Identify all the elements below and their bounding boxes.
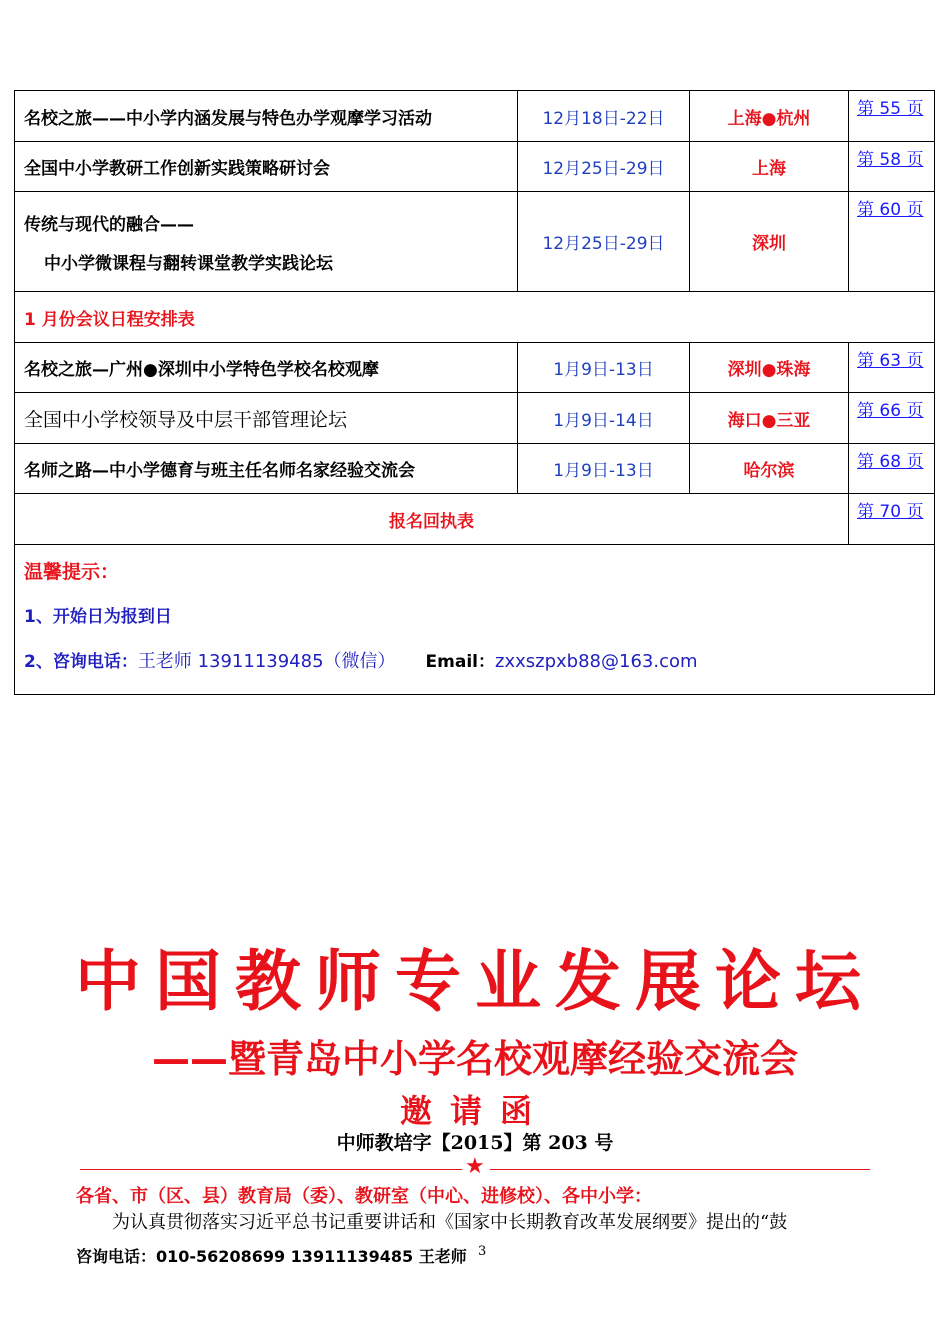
page-link[interactable]: 第 70 页 <box>857 502 924 522</box>
page-link-cell <box>849 494 935 545</box>
event-date: 12月25日-29日 <box>518 192 690 292</box>
page-link[interactable]: 第 55 页 <box>857 99 924 119</box>
divider-line-left <box>80 1169 462 1170</box>
contact-label: 2、咨询电话： <box>24 652 138 672</box>
table-row <box>15 192 935 292</box>
document-number: 中师教培字【2015】第 203 号 <box>336 1132 614 1154</box>
event-title-cell <box>15 192 518 292</box>
section-row <box>15 292 935 343</box>
event-title: 名师之路—中小学德育与班主任名师名家经验交流会 <box>15 444 518 494</box>
invitation-label: 邀请函 <box>399 1092 550 1130</box>
event-title-line2: 中小学微课程与翻转课堂教学实践论坛 <box>44 253 333 274</box>
table-row <box>15 142 935 192</box>
page-link[interactable]: 第 66 页 <box>857 401 924 421</box>
tips-heading: 温馨提示： <box>24 561 120 583</box>
page-link-cell <box>849 393 935 444</box>
page-link-cell <box>849 444 935 494</box>
forum-title: 中国教师专业发展论坛 <box>75 943 875 1020</box>
page-link[interactable]: 第 60 页 <box>857 200 924 220</box>
tips-box <box>15 545 935 695</box>
event-date: 12月25日-29日 <box>518 142 690 192</box>
reply-form-title: 报名回执表 <box>15 494 849 545</box>
event-date: 1月9日-14日 <box>518 393 690 444</box>
page-number: 3 <box>478 1244 487 1259</box>
page-link-cell <box>849 91 935 142</box>
tips-row <box>15 545 935 695</box>
event-date: 1月9日-13日 <box>518 343 690 393</box>
page-link-cell <box>849 192 935 292</box>
table-row <box>15 393 935 444</box>
page-link-cell <box>849 343 935 393</box>
forum-subtitle: ——暨青岛中小学名校观摩经验交流会 <box>151 1037 798 1081</box>
event-city: 深圳●珠海 <box>690 343 849 393</box>
addressee-line: 各省、市（区、县）教育局（委）、教研室（中心、进修校）、各中小学： <box>76 1186 652 1207</box>
page-link[interactable]: 第 58 页 <box>857 150 924 170</box>
event-city: 上海 <box>690 142 849 192</box>
table-row <box>15 343 935 393</box>
event-city: 深圳 <box>690 192 849 292</box>
event-title: 传统与现代的融合—— <box>24 214 194 235</box>
event-title: 全国中小学校领导及中层干部管理论坛 <box>15 393 518 444</box>
page-link[interactable]: 第 68 页 <box>857 452 924 472</box>
email-value[interactable]: zxxszpxb88@163.com <box>495 651 698 672</box>
event-city: 海口●三亚 <box>690 393 849 444</box>
star-icon: ★ <box>465 1154 485 1179</box>
divider-line-right <box>490 1169 870 1170</box>
event-date: 1月9日-13日 <box>518 444 690 494</box>
event-title: 全国中小学教研工作创新实践策略研讨会 <box>15 142 518 192</box>
tip-item-1: 1、开始日为报到日 <box>24 607 172 627</box>
schedule-table <box>14 90 935 695</box>
tip-item-2 <box>24 647 925 673</box>
page-link-cell <box>849 142 935 192</box>
email-label: Email： <box>425 652 495 672</box>
contact-value: 王老师 13911139485（微信） <box>137 651 396 672</box>
star-divider <box>80 1154 870 1180</box>
page-link[interactable]: 第 63 页 <box>857 351 924 371</box>
section-heading-january: 1 月份会议日程安排表 <box>15 292 935 343</box>
body-text: 为认真贯彻落实习近平总书记重要讲话和《国家中长期教育改革发展纲要》提出的“鼓 <box>112 1212 788 1233</box>
event-title: 名校之旅—广州●深圳中小学特色学校名校观摩 <box>15 343 518 393</box>
footer-contact: 咨询电话：010-56208699 13911139485 王老师 <box>76 1247 467 1266</box>
table-row <box>15 444 935 494</box>
table-row <box>15 91 935 142</box>
event-title: 名校之旅——中小学内涵发展与特色办学观摩学习活动 <box>15 91 518 142</box>
table-row <box>15 494 935 545</box>
event-city: 上海●杭州 <box>690 91 849 142</box>
event-date: 12月18日-22日 <box>518 91 690 142</box>
event-city: 哈尔滨 <box>690 444 849 494</box>
